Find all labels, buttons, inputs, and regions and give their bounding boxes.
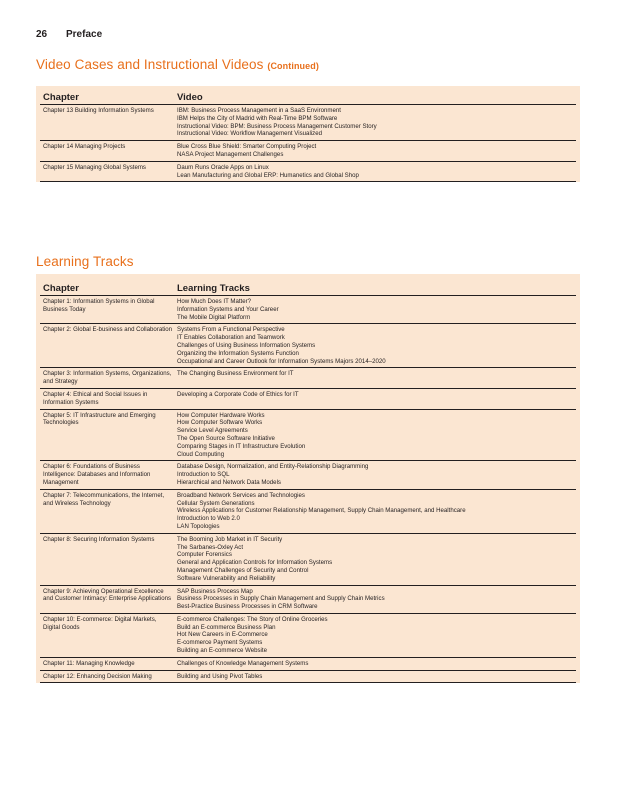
list-item: Wireless Applications for Customer Relationship Management, Supply Chain Management, and Healthcare [177,507,466,515]
list-item: Introduction to Web 2.0 [177,515,240,523]
list-item: Database Design, Normalization, and Entity-Relationship Diagramming [177,463,369,471]
col-header-video: Video [177,92,203,103]
learning-tracks-table [36,274,580,683]
list-item: Cloud Computing [177,450,225,458]
items-cell [177,660,576,668]
list-item: Systems From a Functional Perspective [177,326,285,334]
list-item: NASA Project Management Challenges [177,150,284,158]
list-item: Instructional Video: Workflow Management Visualized [177,130,322,138]
table-row [40,410,576,462]
table-row [40,534,576,586]
list-item: E-commerce Challenges: The Story of Online Groceries [177,615,328,623]
table-row [40,324,576,368]
list-item: Build an E-commerce Business Plan [177,623,276,631]
list-item: The Mobile Digital Platform [177,313,251,321]
learning-tracks-title: Learning Tracks [36,254,134,269]
items-cell [177,326,576,365]
list-item: LAN Topologies [177,522,220,530]
table-row [40,658,576,671]
list-item: IT Enables Collaboration and Teamwork [177,334,285,342]
list-item: Service Level Agreements [177,427,248,435]
table-row [40,586,576,614]
list-item: Hot New Careers in E-Commerce [177,631,268,639]
items-cell [177,492,576,531]
table-header [40,283,576,296]
list-item: Broadband Network Services and Technologies [177,491,305,499]
table-header [40,92,576,105]
table-row [40,141,576,162]
list-item: How Computer Software Works [177,419,263,427]
list-item: Challenges of Knowledge Management Systems [177,659,309,667]
items-cell [177,164,576,180]
list-item: Best-Practice Business Processes in CRM Software [177,603,318,611]
list-item: General and Application Controls for Information Systems [177,559,333,567]
chapter-cell: Chapter 14 Managing Projects [43,143,126,151]
list-item: Comparing Stages in IT Infrastructure Evolution [177,442,306,450]
items-cell [177,370,576,386]
video-section-title [36,57,319,72]
items-cell [177,412,576,459]
list-item: Cellular System Generations [177,499,255,507]
chapter-cell: Chapter 1: Information Systems in Global Business Today [43,298,155,313]
items-cell [177,143,576,159]
list-item: The Sarbanes-Oxley Act [177,543,244,551]
table-row [40,105,576,141]
list-item: Organizing the Information Systems Function [177,349,299,357]
list-item: Blue Cross Blue Shield: Smarter Computing Project [177,143,317,151]
table-row [40,368,576,389]
list-item: E-commerce Payment Systems [177,639,263,647]
chapter-cell: Chapter 2: Global E-business and Collaboration [43,326,173,334]
list-item: IBM Helps the City of Madrid with Real-Time BPM Software [177,114,338,122]
list-item: Lean Manufacturing and Global ERP: Humanetics and Global Shop [177,171,359,179]
chapter-cell: Chapter 9: Achieving Operational Excellence and Customer Intimacy: Enterprise Applications [43,587,172,603]
list-item: Daum Runs Oracle Apps on Linux [177,163,269,171]
list-item: SAP Business Process Map [177,587,253,595]
items-cell [177,107,576,138]
list-item: Hierarchical and Network Data Models [177,478,281,486]
col-header-learning-tracks: Learning Tracks [177,283,250,294]
col-header-chapter: Chapter [43,283,79,294]
running-head: Preface [66,29,103,40]
video-cases-table [36,86,580,182]
list-item: The Changing Business Environment for IT [177,370,294,378]
list-item: Building and Using Pivot Tables [177,672,263,680]
list-item: Introduction to SQL [177,471,230,479]
list-item: Challenges of Using Business Information Systems [177,341,316,349]
items-cell [177,588,576,611]
chapter-cell: Chapter 10: E-commerce: Digital Markets, Digital Goods [43,615,157,631]
chapter-cell: Chapter 6: Foundations of Business Intelligence: Databases and Information Management [43,463,151,486]
list-item: Instructional Video: BPM: Business Process Management Customer Story [177,122,377,130]
col-header-chapter: Chapter [43,92,79,103]
page-header [36,29,102,40]
items-cell [177,463,576,486]
table-row [40,490,576,534]
items-cell [177,391,576,407]
list-item: The Booming Job Market in IT Security [177,535,283,543]
list-item: How Much Does IT Matter? [177,298,252,305]
list-item: Information Systems and Your Career [177,305,279,313]
chapter-cell: Chapter 15 Managing Global Systems [43,163,146,171]
list-item: Business Processes in Supply Chain Management and Supply Chain Metrics [177,595,385,603]
table-row [40,461,576,489]
chapter-cell: Chapter 13 Building Information Systems [43,107,154,114]
list-item: Building an E-commerce Website [177,647,267,655]
list-item: Developing a Corporate Code of Ethics for IT [177,390,299,398]
chapter-cell: Chapter 8: Securing Information Systems [43,535,155,543]
list-item: Computer Forensics [177,551,232,559]
chapter-cell: Chapter 12: Enhancing Decision Making [43,672,152,680]
table-row [40,162,576,183]
chapter-cell: Chapter 11: Managing Knowledge [43,659,135,667]
list-item: Occupational and Career Outlook for Information Systems Majors 2014–2020 [177,357,386,365]
items-cell [177,673,576,681]
table-row [40,296,576,324]
chapter-cell: Chapter 7: Telecommunications, the Internet, and Wireless Technology [43,491,165,507]
list-item: Management Challenges of Security and Control [177,566,309,574]
chapter-cell: Chapter 3: Information Systems, Organizations, and Strategy [43,370,172,386]
items-cell [177,536,576,583]
items-cell [177,298,576,321]
video-section-title-text: Video Cases and Instructional Videos [36,57,264,72]
chapter-cell: Chapter 4: Ethical and Social Issues in Information Systems [43,390,148,406]
chapter-cell: Chapter 5: IT Infrastructure and Emerging Technologies [43,411,156,427]
list-item: How Computer Hardware Works [177,411,265,419]
list-item: IBM: Business Process Management in a SaaS Environment [177,107,341,114]
table-row [40,614,576,658]
items-cell [177,616,576,655]
list-item: Software Vulnerability and Reliability [177,574,276,582]
table-row [40,389,576,410]
list-item: The Open Source Software Initiative [177,434,275,442]
page-number: 26 [36,29,48,40]
table-row [40,671,576,684]
continued-label: (Continued) [267,61,319,71]
